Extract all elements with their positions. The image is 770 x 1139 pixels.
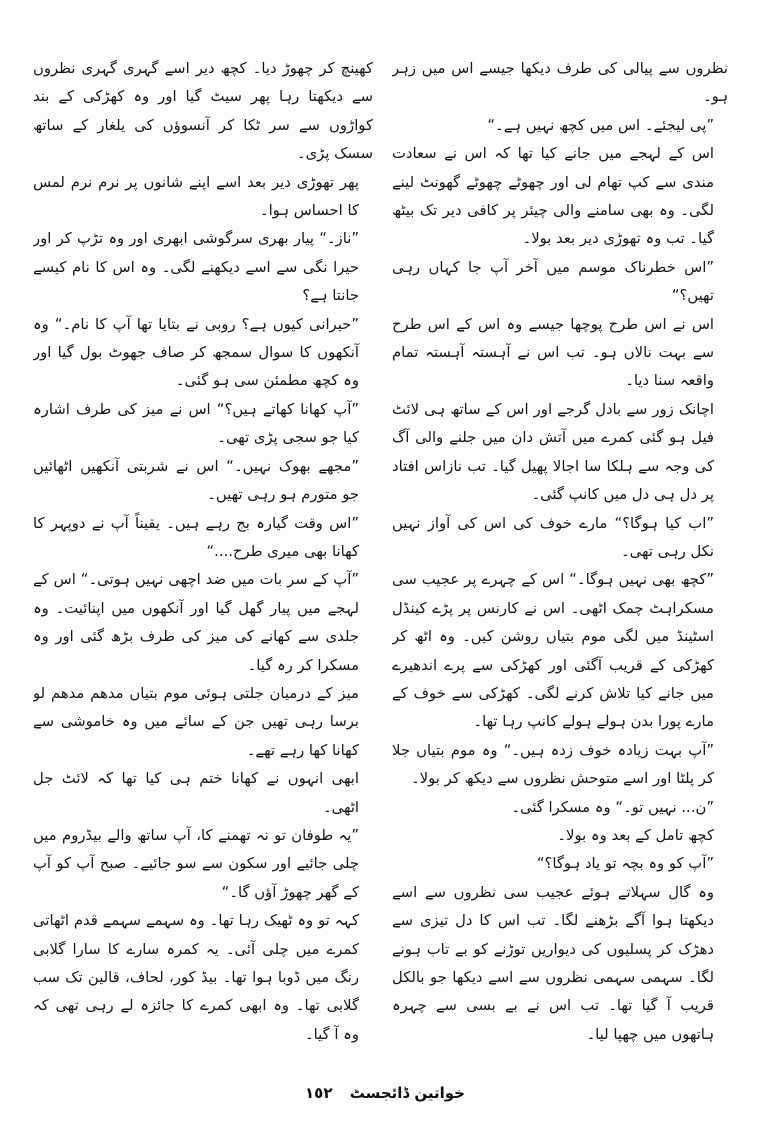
paragraph: ”اس خطرناک موسم میں آخر آپ جا کہاں رہی تھیں؟“	[392, 258, 714, 305]
magazine-name: خواتین ڈائجسٹ	[349, 1084, 465, 1102]
paragraph: ابھی انہوں نے کھانا ختم ہی کیا تھا کہ لائٹ جل اٹھی۔	[33, 770, 359, 816]
paragraph: ”ناز۔“ پیار بھری سرگوشی ابھری اور وہ تڑپ کر اور حیرا نگی سے اسے دیکھنے لگی۔ وہ اس کا نام کیسے جانتا ہے؟	[33, 230, 359, 305]
paragraph	[33, 1049, 373, 1055]
paragraph: ”یہ طوفان تو نہ تھمنے کا، آپ ساتھ والے بیڈروم میں چلی جائیے اور سکون سے سو جائیے۔ صبح آپ کو آپ کے گھر چھوڑ آؤں گا۔“	[33, 826, 359, 901]
paragraph: کچھ تامل کے بعد وہ بولا۔	[557, 826, 714, 844]
paragraph	[392, 1049, 728, 1055]
right-text-column	[392, 55, 728, 1055]
paragraph: ”مجھے بھوک نہیں۔“ اس نے شربتی آنکھیں اٹھائیں جو متورم ہو رہی تھیں۔	[33, 457, 359, 504]
paragraph: اچانک زور سے بادل گرجے اور اس کے ساتھ ہی لائٹ فیل ہو گئی کمرے میں آتش دان میں جلنے والی آگ کی وجہ سے ہلکا سا اجالا پھیل گیا۔ تب نازاس افتاد پر دل ہی دل میں کانپ گئی۔	[392, 400, 714, 504]
paragraph: ”حیرانی کیوں ہے؟ روبی نے بتایا تھا آپ کا نام۔“ وہ آنکھوں کا سوال سمجھ کر صاف جھوٹ بول گیا اور وہ کچھ مطمئن سی ہو گئی۔	[33, 315, 359, 390]
page-number: ١٥٢	[305, 1084, 333, 1102]
paragraph: ”آپ بہت زیادہ خوف زدہ ہیں۔“ وہ موم بتیاں جلا کر پلٹا اور اسے متوحش نظروں سے دیکھ کر بولا۔	[392, 741, 714, 788]
paragraph: ”اب کیا ہوگا؟“ مارے خوف کی اس کی آواز نہیں نکل رہی تھی۔	[392, 514, 714, 560]
paragraph: ”ن... نہیں تو۔“ وہ مسکرا گئی۔	[511, 798, 714, 816]
paragraph: کھینچ کر چھوڑ دیا۔ کچھ دیر اسے گہری گہری نظروں سے دیکھتا رہا پھر سیٹ گیا اور وہ کھڑکی کے بند کواڑوں سے سر ٹکا کر آنسوؤں کی یلغار کے ساتھ سسک پڑی۔	[33, 60, 373, 163]
paragraph: ”آپ کھانا کھاتے ہیں؟“ اس نے میز کی طرف اشارہ کیا جو سجی پڑی تھی۔	[33, 400, 359, 447]
paragraph: ”آپ کے سر بات میں ضد اچھی نہیں ہوتی۔“ اس کے لہجے میں پیار گھل گیا اور آنکھوں میں اپنائیت۔ وہ جلدی سے کھانے کی میز کی طرف بڑھ گئی اور وہ مسکرا کر رہ گیا۔	[33, 571, 359, 674]
paragraph: ”پی لیجئے۔ اس میں کچھ نہیں ہے۔“	[487, 116, 714, 134]
paragraph: ”کچھ بھی نہیں ہوگا۔“ اس کے چہرے پر عجیب سی مسکراہٹ چمک اٹھی۔ اس نے کارنس پر پڑے کینڈل اسٹینڈ میں لگی موم بتیاں روشن کیں۔ وہ اٹھ کر کھڑکی کے قریب آگئی اور کھڑکی سے پرے اندھیرے میں جانے کیا تلاش کرنے لگی۔ کھڑکی سے خوف کے مارے پورا بدن ہولے ہولے کانپ رہا تھا۔	[392, 571, 714, 731]
paragraph: وہ گال سہلاتے ہوئے عجیب سی نظروں سے اسے دیکھتا ہوا آگے بڑھنے لگا۔ تب اس کا دل تیزی سے دھڑک کر پسلیوں کی دیواریں توڑنے کو بے تاب ہونے لگا۔ سہمی سہمی نظروں سے اسے دیکھا جو بالکل قریب آ گیا تھا۔ تب اس نے بے بسی سے چہرہ ہاتھوں میں چھپا لیا۔	[392, 883, 714, 1043]
paragraph: اس نے اس طرح پوچھا جیسے وہ اس کے اس طرح سے بہت نالاں ہو۔ تب اس نے آہستہ آہستہ تمام واقعہ سنا دیا۔	[392, 315, 714, 390]
paragraph: کہہ تو وہ ٹھیک رہا تھا۔ وہ سہمے سہمے قدم اٹھاتی کمرے میں چلی آئی۔ یہ کمرہ سارے کا سارا گلابی رنگ میں ڈوبا ہوا تھا۔ بیڈ کور، لحاف، قالین تک سب گلابی تھا۔ وہ ابھی کمرے کا جائزہ لے رہی تھی کہ وہ آ گیا۔	[33, 912, 359, 1043]
paragraph: میز کے درمیان جلتی ہوئی موم بتیاں مدھم مدھم لو برسا رہی تھیں جن کے سائے میں وہ خاموشی سے کھانا کھا رہے تھے۔	[33, 684, 359, 759]
page-footer	[0, 1084, 770, 1102]
paragraph: ”آپ کو وہ بچہ تو یاد ہوگا؟“	[536, 855, 714, 873]
left-text-column	[33, 55, 373, 1055]
paragraph: نظروں سے پیالی کی طرف دیکھا جیسے اس میں زہر ہو۔	[392, 60, 728, 106]
paragraph: پھر تھوڑی دیر بعد اسے اپنے شانوں پر نرم نرم لمس کا احساس ہوا۔	[33, 173, 359, 220]
paragraph: ”اس وقت گیارہ بج رہے ہیں۔ یقیناً آپ نے دوپہر کا کھانا بھی میری طرح....“	[33, 514, 359, 560]
paragraph: اس کے لہجے میں جانے کیا تھا کہ اس نے سعادت مندی سے کپ تھام لی اور چھوٹے چھوٹے گھونٹ لینے لگی۔ وہ بھی سامنے والی چیئر پر کافی دیر تک بیٹھ گیا۔ تب وہ تھوڑی دیر بعد بولا۔	[392, 145, 714, 248]
